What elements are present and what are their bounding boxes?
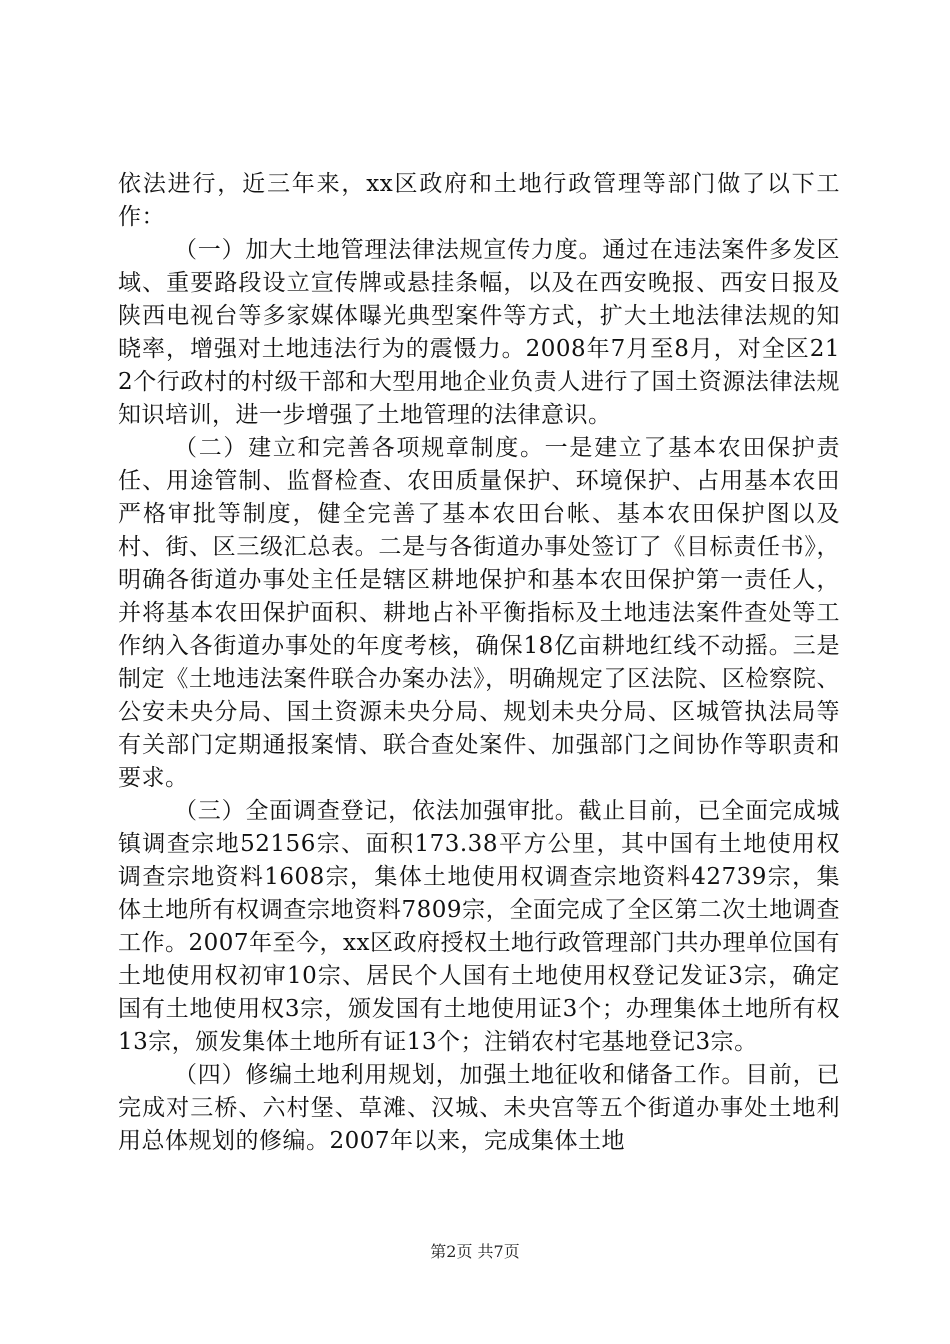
- paragraph-section-2: （二）建立和完善各项规章制度。一是建立了基本农田保护责任、用途管制、监督检查、农田质量保护、环境保护、占用基本农田严格审批等制度，健全完善了基本农田台帐、基本农田保护图以及村、街、区三级汇总表。二是与各街道办事处签订了《目标责任书》，明确各街道办事处主任是辖区耕地保护和基本农田保护第一责任人，并将基本农田保护面积、耕地占补平衡指标及土地违法案件查处等工作纳入各街道办事处的年度考核，确保18亿亩耕地红线不动摇。三是制定《土地违法案件联合办案办法》，明确规定了区法院、区检察院、公安未央分局、国土资源未央分局、规划未央分局、区城管执法局等有关部门定期通报案情、联合查处案件、加强部门之间协作等职责和要求。: [118, 435, 840, 791]
- paragraph-section-1: （一）加大土地管理法律法规宣传力度。通过在违法案件多发区域、重要路段设立宣传牌或悬挂条幅，以及在西安晚报、西安日报及陕西电视台等多家媒体曝光典型案件等方式，扩大土地法律法规的知晓率，增强对土地违法行为的震慑力。2008年7月至8月，对全区212个行政村的村级干部和大型用地企业负责人进行了国土资源法律法规知识培训，进一步增强了土地管理的法律意识。: [118, 237, 840, 428]
- paragraph-section-4: （四）修编土地利用规划，加强土地征收和储备工作。目前，已完成对三桥、六村堡、草滩、汉城、未央宫等五个街道办事处土地利用总体规划的修编。2007年以来，完成集体土地: [118, 1062, 840, 1154]
- paragraph-continuation: 依法进行，近三年来，xx区政府和土地行政管理等部门做了以下工作：: [118, 171, 840, 230]
- page-number-footer: 第2页 共7页: [430, 1242, 520, 1261]
- paragraph-section-3: （三）全面调查登记，依法加强审批。截止目前，已全面完成城镇调查宗地52156宗、面积173.38平方公里，其中国有土地使用权调查宗地资料1608宗，集体土地使用权调查宗地资料42739宗，集体土地所有权调查宗地资料7809宗，全面完成了全区第二次土地调查工作。2007年至今，xx区政府授权土地行政管理部门共办理单位国有土地使用权初审10宗、居民个人国有土地使用权登记发证3宗，确定国有土地使用权3宗，颁发国有土地使用证3个；办理集体土地所有权13宗，颁发集体土地所有证13个；注销农村宅基地登记3宗。: [118, 798, 840, 1055]
- document-body: [118, 168, 840, 1158]
